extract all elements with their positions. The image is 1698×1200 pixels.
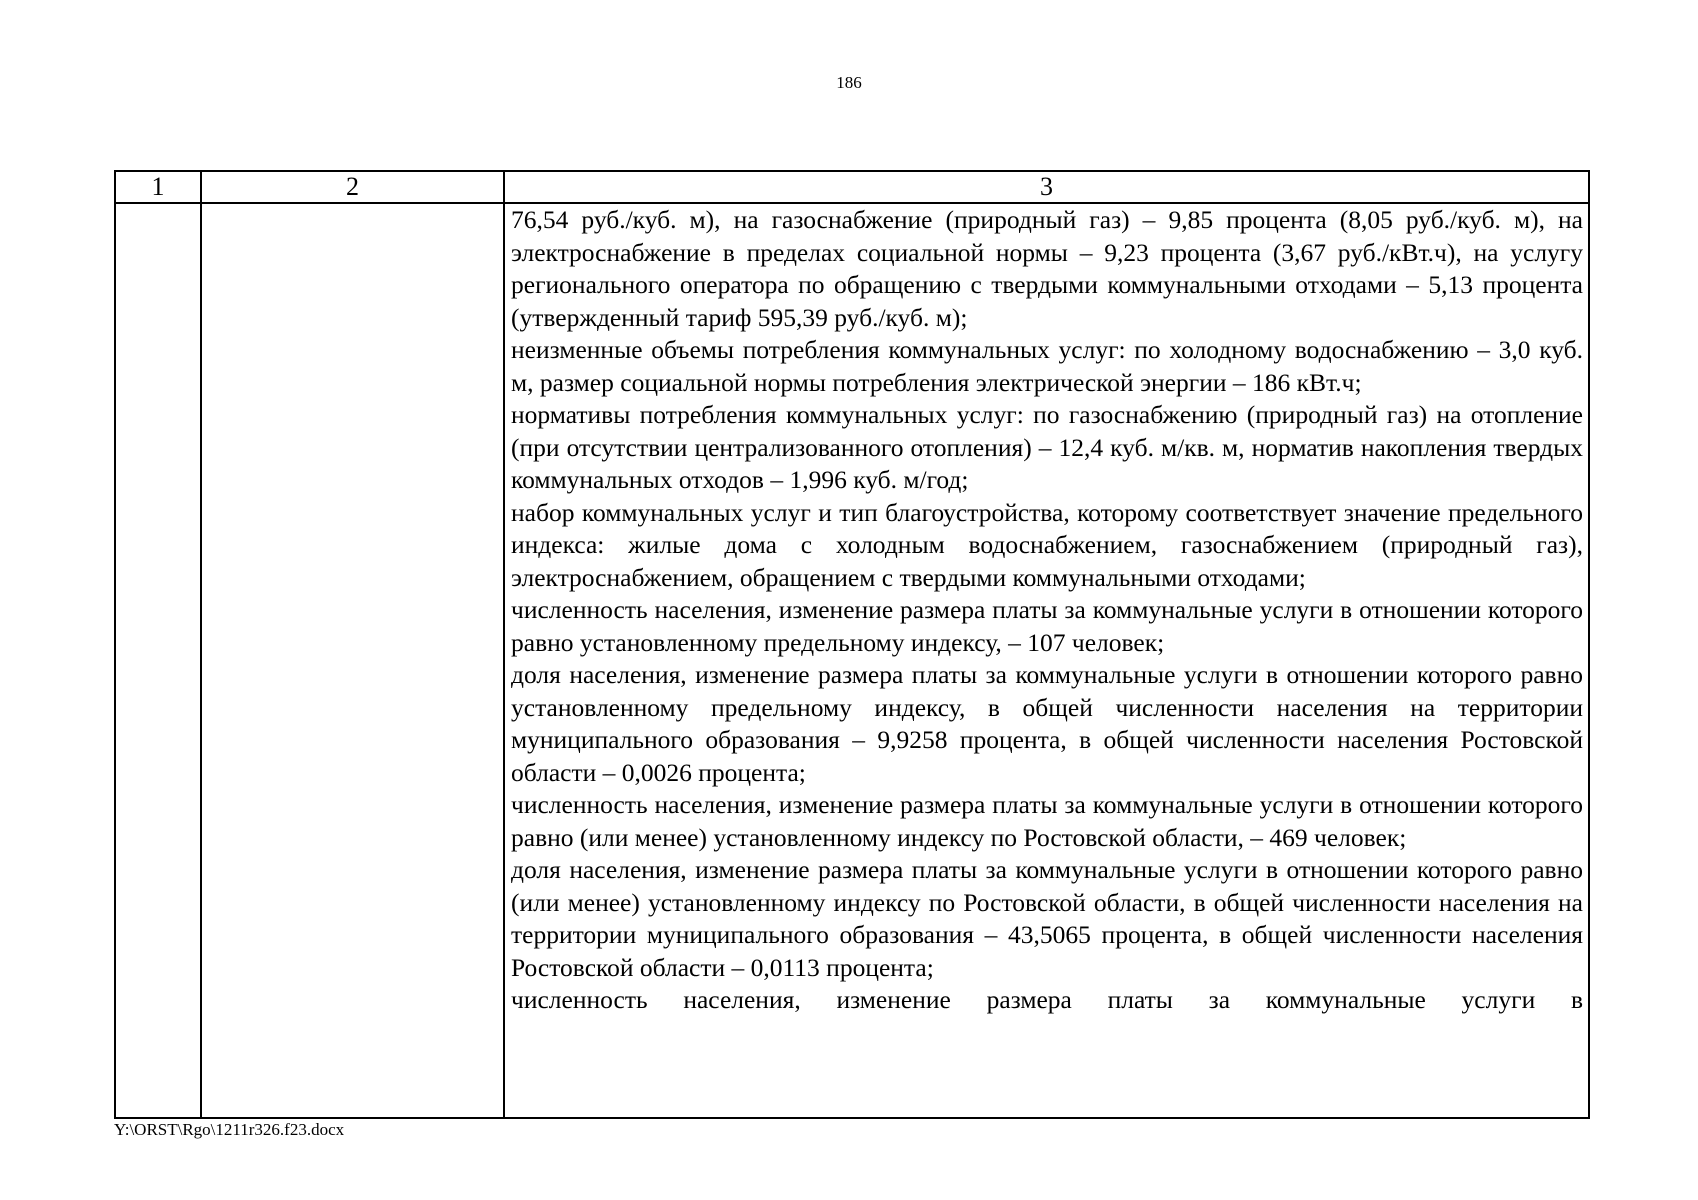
paragraph-population-share-regional: доля населения, изменение размера платы за коммунальные услуги в отношении которого равно (или менее) установленному индексу по Ростовской области, в общей численности населения на территории муниципального образования – 43,5065 процента, в общей численности населения Ростовской области – 0,0113 процента; (511, 855, 1583, 982)
table-cell-col-3 (504, 203, 1589, 1118)
table-cell-col-2 (201, 203, 504, 1118)
page-number: 186 (836, 73, 862, 92)
column-header-1: 1 (115, 171, 201, 203)
column-header-3: 3 (504, 171, 1589, 203)
paragraph-consumption-norms: нормативы потребления коммунальных услуг: по газоснабжению (природный газ) на отопление (при отсутствии централизованного отопления) – 12,4 куб. м/кв. м, норматив накопления твердых коммунальных отходов – 1,996 куб. м/год; (511, 400, 1583, 494)
paragraph-utility-set: набор коммунальных услуг и тип благоустройства, которому соответствует значение предельного индекса: жилые дома с холодным водоснабжением, газоснабжением (природный газ), электроснабжением, обращением с твердыми коммунальными отходами; (511, 497, 1583, 592)
paragraph-tariffs: 76,54 руб./куб. м), на газоснабжение (природный газ) – 9,85 процента (8,05 руб./куб. м), на электроснабжение в пределах социальной нормы – 9,23 процента (3,67 руб./кВт.ч), на услугу регионального оператора по обращению с твердыми коммунальными отходами – 5,13 процента (утвержденный тариф 595,39 руб./куб. м); (511, 205, 1583, 332)
table-header-row (115, 171, 1589, 203)
paragraph-population-count-continued: численность населения, изменение размера платы за коммунальные услуги в (511, 985, 1583, 1014)
paragraph-population-count-regional: численность населения, изменение размера платы за коммунальные услуги в отношении которого равно (или менее) установленному индексу по Ростовской области, – 469 человек; (511, 790, 1583, 852)
table-cell-col-1 (115, 203, 201, 1118)
paragraph-population-count-limit: численность населения, изменение размера платы за коммунальные услуги в отношении которого равно установленному предельному индексу, – 107 человек; (511, 595, 1583, 657)
footer-file-path: Y:\ORST\Rgo\1211r326.f23.docx (114, 1120, 345, 1139)
column-header-2: 2 (201, 171, 504, 203)
table-row (115, 203, 1589, 1118)
paragraph-consumption-volumes: неизменные объемы потребления коммунальных услуг: по холодному водоснабжению – 3,0 куб. м, размер социальной нормы потребления электрической энергии – 186 кВт.ч; (511, 335, 1583, 397)
paragraph-population-share-limit: доля населения, изменение размера платы за коммунальные услуги в отношении которого равно установленному предельному индексу, в общей численности населения на территории муниципального образования – 9,9258 процента, в общей численности населения Ростовской области – 0,0026 процента; (511, 660, 1583, 787)
document-table (114, 170, 1590, 1119)
